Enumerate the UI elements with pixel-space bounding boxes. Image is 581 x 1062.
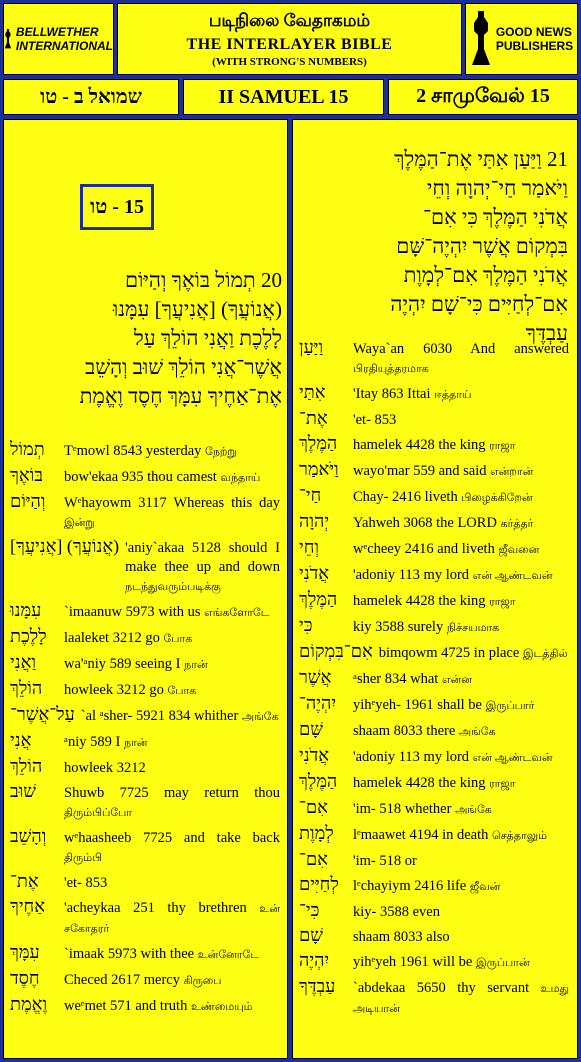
- gloss-english: 'im- 518 whether: [353, 801, 452, 817]
- bellwether-logo: [3, 3, 114, 75]
- word-row: [299, 512, 569, 534]
- hebrew-word: כִּי: [299, 615, 313, 635]
- word-gloss: [347, 436, 569, 456]
- book-english: II SAMUEL 15: [183, 79, 384, 115]
- gloss-tamil: ராஜா: [489, 596, 516, 608]
- gloss-tamil: என் ஆண்டவன்: [472, 570, 553, 582]
- word-row: [10, 969, 280, 991]
- gloss-tamil: எங்களோடே: [204, 607, 270, 619]
- word-row: [299, 901, 569, 922]
- title-english: THE INTERLAYER BIBLE: [186, 36, 393, 53]
- word-row: [299, 875, 569, 897]
- verse-line: (אֲנוֹעֲךָ) [אֲנִיעֲךָ] עִמָּנוּ: [112, 297, 282, 321]
- word-row: [10, 537, 280, 597]
- word-gloss: [58, 997, 280, 1017]
- hebrew-word: שׁוּב: [10, 781, 37, 801]
- word-row: [299, 564, 569, 586]
- hebrew-word: שָׁם: [299, 925, 323, 945]
- word-row: [10, 943, 280, 965]
- hebrew-word: עַבְדֶּךָ: [299, 976, 336, 996]
- gloss-english: Waya`an 6030 And answered: [353, 341, 569, 357]
- word-gloss: [347, 696, 569, 716]
- gloss-english: `imaanuw 5973 with us: [64, 604, 201, 620]
- word-row: [299, 850, 569, 871]
- gloss-english: Checed 2617 mercy: [64, 972, 180, 988]
- word-gloss: [347, 514, 569, 534]
- word-gloss: [58, 442, 280, 462]
- word-row: [10, 995, 280, 1017]
- word-gloss: [75, 707, 280, 727]
- verse-line: עַבְדֶּךָ: [525, 321, 568, 345]
- gloss-tamil: ராஜா: [489, 440, 516, 452]
- hebrew-word: תְמוֹל: [10, 439, 45, 459]
- hebrew-word: שָּׁם: [299, 719, 323, 739]
- gloss-english: shaam 8033 there: [353, 723, 456, 739]
- word-row: [10, 492, 280, 533]
- hebrew-word: הַמֶּלֶךְ: [299, 589, 338, 609]
- gloss-tamil: உன் சகோதரர்: [64, 903, 280, 935]
- gloss-tamil: அங்கே: [455, 804, 492, 816]
- gloss-english: hamelek 4428 the king: [353, 437, 486, 453]
- verse-line: אֲדֹנִי הַמֶּלֶךְ אִם־לְמָוֶת: [403, 263, 568, 287]
- chapter-box: 15 - טו: [80, 184, 154, 230]
- gloss-english: 'acheykaa 251 thy brethren: [64, 900, 247, 916]
- hebrew-word: הַמֶּלֶךְ: [299, 433, 338, 453]
- bell-ram-icon: [470, 9, 492, 69]
- word-row: [10, 757, 280, 778]
- gloss-english: 'et- 853: [353, 412, 397, 428]
- word-gloss: [58, 468, 280, 488]
- gloss-tamil: ஜீவனை: [498, 544, 540, 556]
- word-gloss: [58, 629, 280, 649]
- word-gloss: [347, 877, 569, 897]
- hebrew-word: אִם־בִּמְקוֹם: [299, 641, 373, 661]
- gloss-tamil: கிருபை: [183, 975, 222, 987]
- word-row: [299, 798, 569, 820]
- good-news-logo: [465, 3, 578, 75]
- gloss-tamil: நிச்சயமாக: [446, 622, 500, 634]
- gloss-english: howleek 3212 go: [64, 682, 164, 698]
- hebrew-word: יִהְיֶה: [299, 950, 330, 970]
- hebrew-word: עִמָּךְ: [10, 942, 40, 962]
- hebrew-word: אַחֶיךָ: [10, 896, 46, 916]
- gloss-english: kiy 3588 surely: [353, 619, 444, 635]
- book-tamil: 2 சாமுவேல் 15: [388, 79, 578, 115]
- hebrew-word: בּוֹאֶךָ: [10, 465, 43, 485]
- hebrew-word: חֶסֶד: [10, 968, 40, 988]
- word-row: [299, 338, 569, 379]
- word-row: [299, 824, 569, 846]
- gloss-tamil: கர்த்தர்: [500, 518, 534, 530]
- gloss-tamil: அங்கே: [458, 726, 496, 738]
- hebrew-word: אִתַּי: [299, 382, 326, 402]
- gloss-tamil: இருப்பார்: [485, 700, 535, 712]
- word-gloss: [347, 826, 569, 846]
- hebrew-word: אֶת־: [10, 871, 39, 891]
- gloss-english: bimqowm 4725 in place: [378, 645, 520, 661]
- hebrew-word: וְהַיּוֹם: [10, 491, 46, 511]
- gloss-tamil: உன்னோடே: [197, 949, 260, 961]
- gloss-english: ᵃniy 589 I: [64, 734, 121, 750]
- hebrew-word: כִּי־: [299, 900, 320, 920]
- left-word-list: [10, 440, 280, 1021]
- word-gloss: [58, 971, 280, 991]
- hebrew-word: אֲדֹנִי: [299, 745, 330, 765]
- word-row: [299, 668, 569, 690]
- word-row: [10, 897, 280, 939]
- gloss-english: ᵃsher 834 what: [353, 671, 439, 687]
- word-gloss: [58, 494, 280, 533]
- gloss-english: laaleket 3212 go: [64, 630, 160, 646]
- right-verse-hebrew: [298, 145, 568, 348]
- gloss-english: weᵉmet 571 and truth: [64, 998, 188, 1014]
- gloss-english: kiy- 3588 even: [353, 904, 440, 920]
- word-row: [299, 538, 569, 560]
- hebrew-word: הַמֶּלֶךְ: [299, 771, 338, 791]
- gloss-english: hamelek 4428 the king: [353, 775, 486, 791]
- hebrew-word: לְחַיִּים: [299, 874, 339, 894]
- verse-line: אֶת־אַחֶיךָ עִמָּךְ חֶסֶד וֶאֱמֶת: [79, 384, 282, 408]
- word-gloss: [347, 618, 569, 638]
- hebrew-word: לָלֶכֶת: [10, 626, 47, 646]
- word-row: [10, 872, 280, 893]
- title-tamil: படிநிலை வேதாகமம்: [208, 11, 371, 30]
- left-logo-line2: INTERNATIONAL: [15, 39, 113, 53]
- gloss-tamil: செத்தாலும்: [492, 830, 547, 842]
- gloss-tamil: இன்று: [64, 517, 95, 529]
- word-gloss: [347, 592, 569, 612]
- word-row: [10, 627, 280, 649]
- verse-line: 21 וַיַּעַן אִתַּי אֶת־הַמֶּלֶךְ: [394, 147, 568, 171]
- gloss-tamil: உமது அடியான்: [353, 983, 569, 1015]
- hebrew-word: הוֹלֵךְ: [10, 756, 43, 776]
- word-gloss: [347, 462, 569, 482]
- verse-line: אֲשֶׁר־אֲנִי הוֹלֵךְ שׁוּב וְהָשֵׁב: [85, 355, 282, 379]
- gloss-english: 'Itay 863 Ittai: [353, 386, 431, 402]
- word-gloss: [58, 899, 280, 939]
- word-gloss: [347, 722, 569, 742]
- word-gloss: [347, 385, 569, 405]
- hebrew-word: לְמָוֶת: [299, 823, 334, 843]
- gloss-tamil: திரும்பிப்போ: [64, 807, 133, 819]
- title-subtitle: (WITH STRONG'S NUMBERS): [212, 56, 367, 68]
- gloss-english: 'adoniy 113 my lord: [353, 749, 470, 765]
- word-gloss: [58, 733, 280, 753]
- word-gloss: [347, 979, 569, 1019]
- gloss-english: 'adoniy 113 my lord: [353, 567, 470, 583]
- gloss-english: bow'ekaa 935 thou camest: [64, 469, 217, 485]
- gloss-english: lᵉmaawet 4194 in death: [353, 827, 489, 843]
- gloss-tamil: நேற்று: [205, 446, 237, 458]
- gloss-tamil: என் ஆண்டவன்: [472, 752, 553, 764]
- word-gloss: [347, 670, 569, 690]
- word-gloss: [347, 800, 569, 820]
- word-gloss: [58, 784, 280, 823]
- gloss-tamil: ராஜா: [489, 778, 516, 790]
- hebrew-word: וֶאֱמֶת: [10, 994, 48, 1014]
- word-gloss: [58, 681, 280, 701]
- word-row: [10, 782, 280, 823]
- word-gloss: [347, 566, 569, 586]
- word-gloss: [347, 953, 569, 973]
- gloss-english: wᵉcheey 2416 and liveth: [353, 541, 495, 557]
- gloss-english: lᵉchayiym 2416 life: [353, 878, 467, 894]
- hebrew-word: חַי־: [299, 485, 322, 505]
- gloss-english: Yahweh 3068 the LORD: [353, 515, 497, 531]
- gloss-tamil: உண்மையும்: [190, 1001, 253, 1013]
- gloss-english: shaam 8033 also: [353, 929, 450, 945]
- word-gloss: [58, 874, 280, 893]
- word-row: [299, 590, 569, 612]
- gloss-tamil: என்ன: [441, 674, 472, 686]
- gloss-tamil: இருப்பான்: [475, 957, 530, 969]
- right-logo-line2: PUBLISHERS: [495, 39, 574, 53]
- gloss-english: wa'ᵃniy 589 seeing I: [64, 656, 181, 672]
- word-row: [299, 977, 569, 1019]
- hebrew-word: אִם־: [299, 797, 328, 817]
- verse-line: אִם־לְחַיִּים כִּי־שָׁם יִהְיֶה: [390, 292, 568, 316]
- verse-line: אֲדֹנִי הַמֶּלֶךְ כִּי אִם־: [423, 205, 568, 229]
- word-gloss: [58, 603, 280, 623]
- left-verse-hebrew: [12, 266, 282, 411]
- word-gloss: [347, 774, 569, 794]
- gloss-english: Tᵉmowl 8543 yesterday: [64, 443, 202, 459]
- gloss-tamil: பிரதியுத்தரமாக: [353, 363, 429, 375]
- word-row: [10, 827, 280, 868]
- word-row: [10, 679, 280, 701]
- gloss-english: yihᵉyeh 1961 will be: [353, 954, 473, 970]
- word-gloss: [347, 488, 569, 508]
- word-row: [299, 772, 569, 794]
- right-logo-line1: GOOD NEWS: [495, 25, 572, 39]
- gloss-tamil: போக: [163, 633, 193, 645]
- gloss-english: 'et- 853: [64, 875, 108, 891]
- left-logo-line1: BELLWETHER: [15, 25, 99, 39]
- word-row: [10, 466, 280, 488]
- word-gloss: [347, 903, 569, 922]
- hebrew-word: וַאֲנִי: [10, 652, 36, 672]
- hebrew-word: עִמָּנוּ: [10, 600, 42, 620]
- gloss-english: `abdekaa 5650 thy servant: [353, 980, 530, 996]
- word-row: [299, 409, 569, 430]
- hebrew-word: (אֲנוֹעֲךָ) [אֲנִיעֲךָ]: [10, 536, 120, 556]
- word-row: [10, 653, 280, 675]
- gloss-english: `imaak 5973 with thee: [64, 946, 195, 962]
- word-row: [299, 486, 569, 508]
- word-gloss: [119, 539, 280, 597]
- word-row: [299, 926, 569, 947]
- hebrew-word: אֶת־: [299, 408, 328, 428]
- hebrew-word: וְהָשֵׁב: [10, 826, 47, 846]
- word-gloss: [58, 655, 280, 675]
- gloss-tamil: நான்: [184, 659, 208, 671]
- right-word-list: [299, 338, 569, 1023]
- gloss-english: howleek 3212: [64, 760, 146, 776]
- gloss-english: Shuwb 7725 may return thou: [64, 785, 280, 801]
- verse-line: לָלֶכֶת וַאֲנִי הוֹלֵךְ עַל: [133, 326, 282, 350]
- word-gloss: [347, 411, 569, 430]
- word-gloss: [347, 340, 569, 379]
- gloss-english: 'aniy`akaa 5128 should I make thee up and down: [125, 540, 280, 575]
- word-gloss: [58, 945, 280, 965]
- word-row: [299, 460, 569, 482]
- gloss-english: hamelek 4428 the king: [353, 593, 486, 609]
- verse-line: בִּמְקוֹם אֲשֶׁר יִהְיֶה־שָּׁם: [396, 234, 568, 258]
- gloss-english: Wᵉhayowm 3117 Whereas this day: [64, 495, 280, 511]
- hebrew-word: אֲנִי: [10, 730, 32, 750]
- word-row: [299, 616, 569, 638]
- word-gloss: [347, 748, 569, 768]
- word-row: [299, 746, 569, 768]
- word-gloss: [347, 852, 569, 871]
- gloss-tamil: ஈத்தாய்: [434, 389, 472, 401]
- hebrew-word: הוֹלֵךְ: [10, 678, 43, 698]
- word-row: [10, 705, 280, 727]
- hebrew-word: יִהְיֶה־: [299, 693, 337, 713]
- hebrew-word: אִם־: [299, 849, 328, 869]
- gloss-tamil: ஜீவன்: [469, 881, 501, 893]
- verse-line: 20 תְמוֹל בּוֹאֶךָ וְהַיּוֹם: [124, 268, 282, 292]
- word-row: [299, 434, 569, 456]
- gloss-english: wayo'mar 559 and said: [353, 463, 487, 479]
- verse-line: וַיֹּאמַר חַי־יְהוָה וְחֵי: [426, 176, 568, 200]
- gloss-tamil: என்றான்: [490, 466, 534, 478]
- gloss-english: Chay- 2416 liveth: [353, 489, 458, 505]
- bell-ram-icon: [4, 9, 12, 69]
- gloss-tamil: பிழைக்கிறேன்: [461, 492, 533, 504]
- hebrew-word: יְהוָה: [299, 511, 330, 531]
- word-gloss: [373, 644, 569, 664]
- hebrew-word: אֲשֶׁר: [299, 667, 332, 687]
- hebrew-word: וְחֵי: [299, 537, 319, 557]
- hebrew-word: עַל־אֲשֶׁר־: [10, 704, 75, 724]
- word-row: [299, 694, 569, 716]
- gloss-tamil: திரும்பி: [64, 852, 103, 864]
- hebrew-word: אֲדֹנִי: [299, 563, 330, 583]
- word-row: [10, 731, 280, 753]
- hebrew-word: וַיַּעַן: [299, 337, 324, 357]
- word-row: [299, 951, 569, 973]
- word-gloss: [347, 928, 569, 947]
- gloss-tamil: இடத்தில்: [522, 648, 568, 660]
- gloss-english: `al ᵃsher- 5921 834 whither: [80, 708, 239, 724]
- word-row: [10, 601, 280, 623]
- word-row: [299, 642, 569, 664]
- word-row: [10, 440, 280, 462]
- title-block: [117, 3, 462, 75]
- hebrew-word: וַיֹּאמַר: [299, 459, 339, 479]
- gloss-tamil: நடந்துவரும்படிக்கு: [125, 581, 221, 593]
- gloss-tamil: வந்தாய்: [220, 472, 261, 484]
- word-gloss: [58, 829, 280, 868]
- gloss-tamil: அங்கே: [241, 711, 279, 723]
- word-gloss: [347, 540, 569, 560]
- word-row: [299, 720, 569, 742]
- gloss-tamil: நான்: [123, 737, 148, 749]
- word-row: [299, 383, 569, 405]
- gloss-english: yihᵉyeh- 1961 shall be: [353, 697, 482, 713]
- book-hebrew: שמואל ב - טו: [3, 79, 179, 115]
- gloss-english: wᵉhaasheeb 7725 and take back: [64, 830, 280, 846]
- gloss-english: 'im- 518 or: [353, 853, 417, 869]
- gloss-tamil: போக: [167, 685, 197, 697]
- word-gloss: [58, 759, 280, 778]
